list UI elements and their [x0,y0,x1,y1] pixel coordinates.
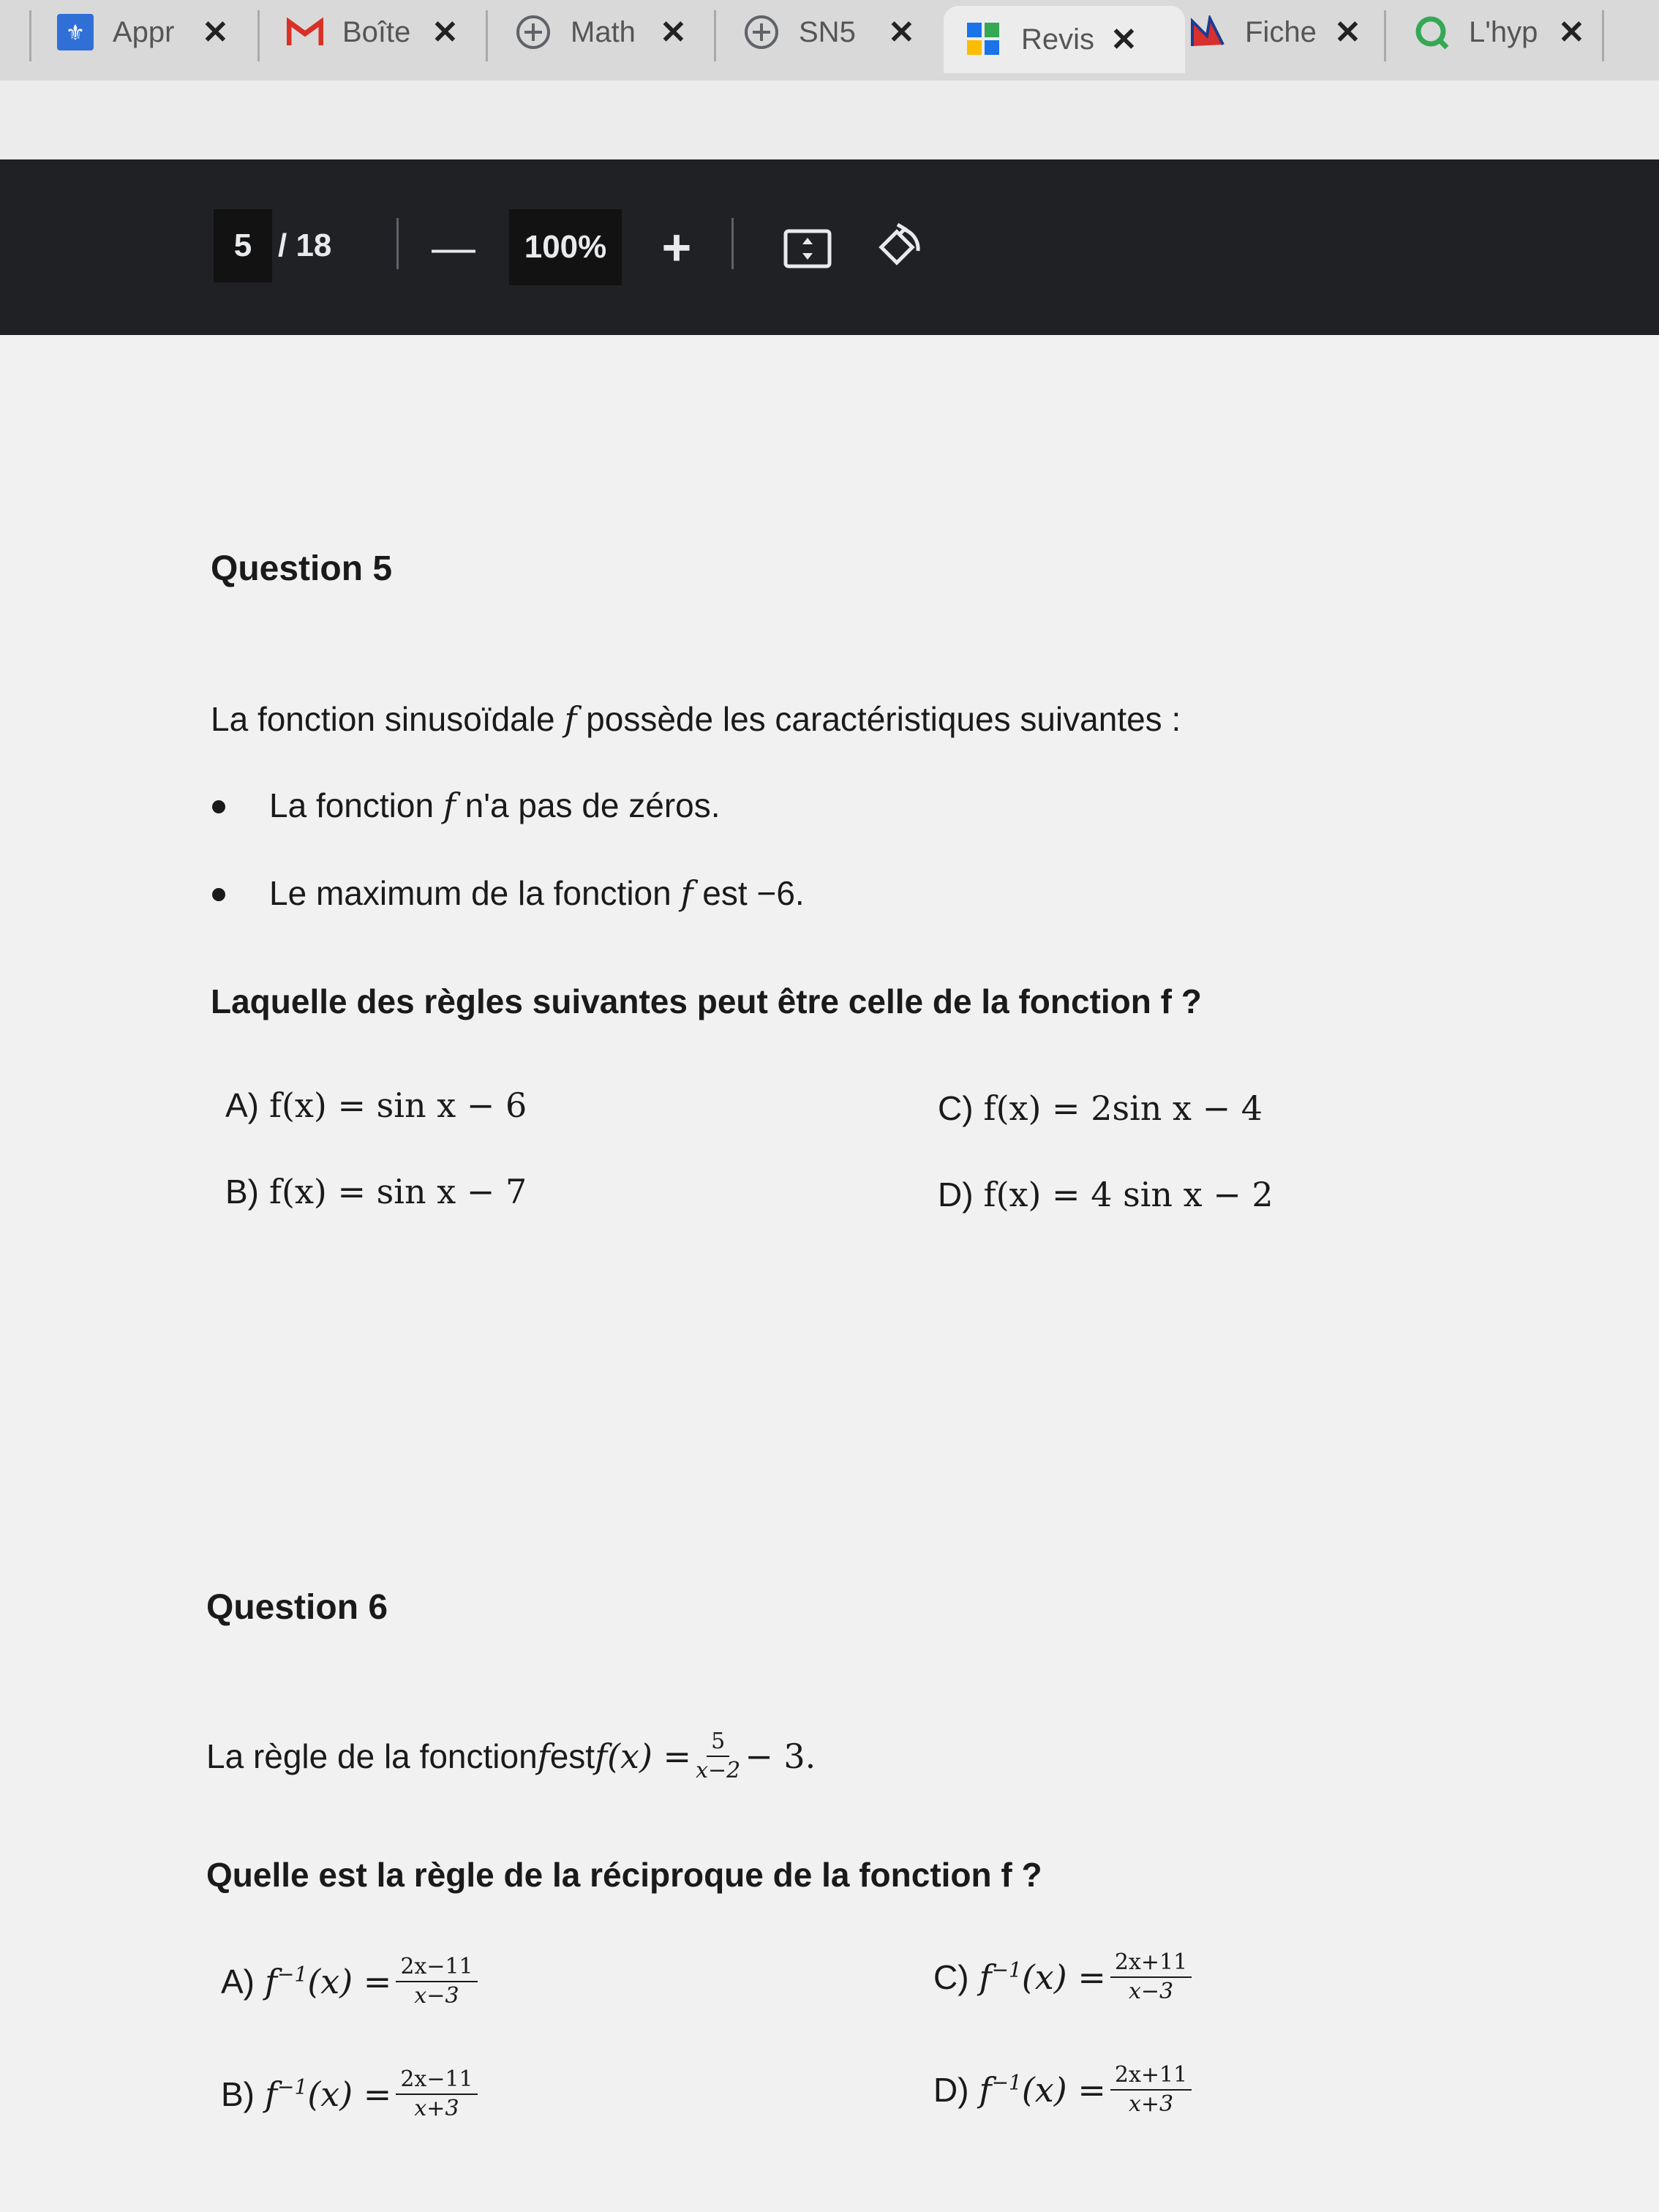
option-expression: f(x) = 2sin x − 4 [983,1088,1263,1128]
answer-option-a[interactable] [225,1086,527,1125]
option-lhs [979,1957,1106,1997]
tab-lhyp[interactable] [1413,0,1585,64]
argument: (x) = [1021,1957,1106,1997]
question-intro [211,699,1181,739]
tab-separator [29,10,31,61]
function-symbol: f [564,699,577,739]
close-icon[interactable]: ✕ [202,14,229,50]
toolbar-divider [396,218,399,269]
tab-separator [1602,10,1604,61]
fraction-numerator: 2x−11 [396,1956,477,1982]
answer-option-d[interactable] [933,2064,1196,2115]
tab-separator [714,10,716,61]
plus-circle-icon [743,14,780,50]
inverse-exponent: −1 [277,2074,308,2099]
tab-fiche[interactable] [1189,0,1361,64]
answer-option-d[interactable] [938,1175,1274,1214]
option-label: B) [221,2075,255,2113]
argument: (x) = [307,1962,392,2001]
fraction-numerator: 2x+11 [1110,1952,1192,1978]
argument: (x) = [307,2074,392,2114]
q-icon [1413,14,1450,50]
notion-icon [1189,14,1226,50]
option-expression: f(x) = sin x − 7 [269,1172,527,1211]
gmail-icon [287,14,323,50]
inverse-exponent: −1 [991,2070,1022,2095]
bullet-item [269,873,805,913]
tab-separator [1384,10,1386,61]
option-lhs [979,2070,1106,2110]
fraction-numerator: 2x−11 [396,2069,477,2095]
fraction-denominator: x−2 [696,1758,741,1783]
rotate-button[interactable] [870,221,926,276]
tab-revis[interactable] [944,6,1185,73]
tab-title: Math [571,15,636,48]
browser-tab-strip [0,0,1659,80]
option-lhs [265,1962,391,2001]
bullet-point [212,800,225,813]
rule-text: est [549,1737,595,1775]
puzzle-icon [966,21,1002,58]
zoom-level[interactable]: 100% [509,209,622,285]
tab-title: SN5 [799,15,856,48]
answer-option-b[interactable] [221,2066,482,2121]
toolbar-divider [731,218,734,269]
rule-lhs: f(x) = [595,1737,692,1776]
zoom-out-button[interactable]: — [432,222,475,272]
pdf-toolbar [0,159,1659,335]
function-symbol: f [537,1737,550,1776]
inverse-exponent: −1 [277,1962,308,1987]
tab-separator [486,10,488,61]
tab-title: Revis [1021,23,1094,56]
option-label: B) [225,1173,259,1211]
rule-fraction [696,1728,741,1783]
option-lhs [265,2074,391,2114]
bullet-text: n'a pas de zéros. [455,786,721,824]
page-total: / 18 [278,227,332,263]
rule-tail: − 3. [745,1737,816,1776]
bullet-point [212,888,225,901]
close-icon[interactable]: ✕ [660,14,687,50]
tab-separator [257,10,260,61]
answer-option-b[interactable] [225,1172,527,1211]
rotate-icon [873,223,924,274]
fraction-denominator: x−3 [414,1983,459,2009]
question-title: Question 6 [206,1588,388,1627]
intro-text: possède les caractéristiques suivantes : [576,700,1181,738]
option-label: A) [225,1086,259,1124]
option-fraction [1110,2064,1192,2115]
function-rule [206,1728,816,1783]
answer-option-a[interactable] [221,1956,482,2007]
question-prompt: Quelle est la règle de la réciproque de la fonction f ? [206,1856,1042,1894]
zoom-in-button[interactable]: + [661,219,692,276]
close-icon[interactable]: ✕ [1110,21,1137,58]
fraction-denominator: x−3 [1128,1979,1174,2004]
pdf-page [0,335,1659,2212]
tab-title: L'hyp [1469,15,1538,48]
tab-math[interactable] [515,0,687,64]
fraction-numerator: 2x+11 [1110,2064,1192,2091]
option-label: C) [933,1958,969,1996]
close-icon[interactable]: ✕ [1334,14,1361,50]
function-symbol: f [979,1957,992,1997]
option-label: A) [221,1963,255,2001]
close-icon[interactable]: ✕ [1558,14,1585,50]
function-symbol: f [979,2070,992,2110]
function-symbol: f [443,786,456,825]
fit-page-icon [783,229,832,268]
close-icon[interactable]: ✕ [888,14,915,50]
plus-circle-icon [515,14,552,50]
rule-text: La règle de la fonction [206,1737,538,1775]
question-title: Question 5 [211,549,393,588]
fraction-denominator: x+3 [1128,2091,1174,2117]
close-icon[interactable]: ✕ [432,14,459,50]
fleur-de-lis-icon [57,14,94,50]
function-symbol: f [265,1962,278,2001]
page-number-input[interactable]: 5 [214,209,272,282]
question-prompt: Laquelle des règles suivantes peut être celle de la fonction f ? [211,982,1202,1020]
option-label: D) [933,2071,969,2109]
option-label: C) [938,1089,974,1127]
option-expression: f(x) = 4 sin x − 2 [983,1175,1274,1214]
option-fraction [396,1956,477,2007]
bullet-text: La fonction [269,786,443,824]
option-label: D) [938,1175,974,1214]
fit-page-button[interactable] [781,222,834,275]
tab-title: Boîte [342,15,411,48]
tab-title: Appr [113,15,175,48]
option-fraction [1110,1949,1192,2004]
fraction-denominator: x+3 [414,2096,459,2121]
fraction-numerator: 5 [707,1731,729,1757]
inverse-exponent: −1 [991,1957,1022,1982]
tab-gmail[interactable] [287,0,459,64]
tab-title: Fiche [1245,15,1317,48]
function-symbol: f [680,873,693,913]
tab-sn5[interactable] [743,0,915,64]
bullet-text: est −6. [693,874,805,912]
bullet-item [269,786,721,825]
answer-option-c[interactable] [938,1088,1263,1128]
answer-option-c[interactable] [933,1949,1196,2004]
function-symbol: f [265,2074,278,2114]
browser-address-area [0,80,1659,159]
bullet-text: Le maximum de la fonction [269,874,681,912]
option-fraction [396,2066,477,2121]
tab-appr[interactable] [57,0,229,64]
intro-text: La fonction sinusoïdale [211,700,565,738]
svg-text:⚜: ⚜ [65,20,86,46]
argument: (x) = [1021,2070,1106,2110]
option-expression: f(x) = sin x − 6 [269,1086,527,1125]
